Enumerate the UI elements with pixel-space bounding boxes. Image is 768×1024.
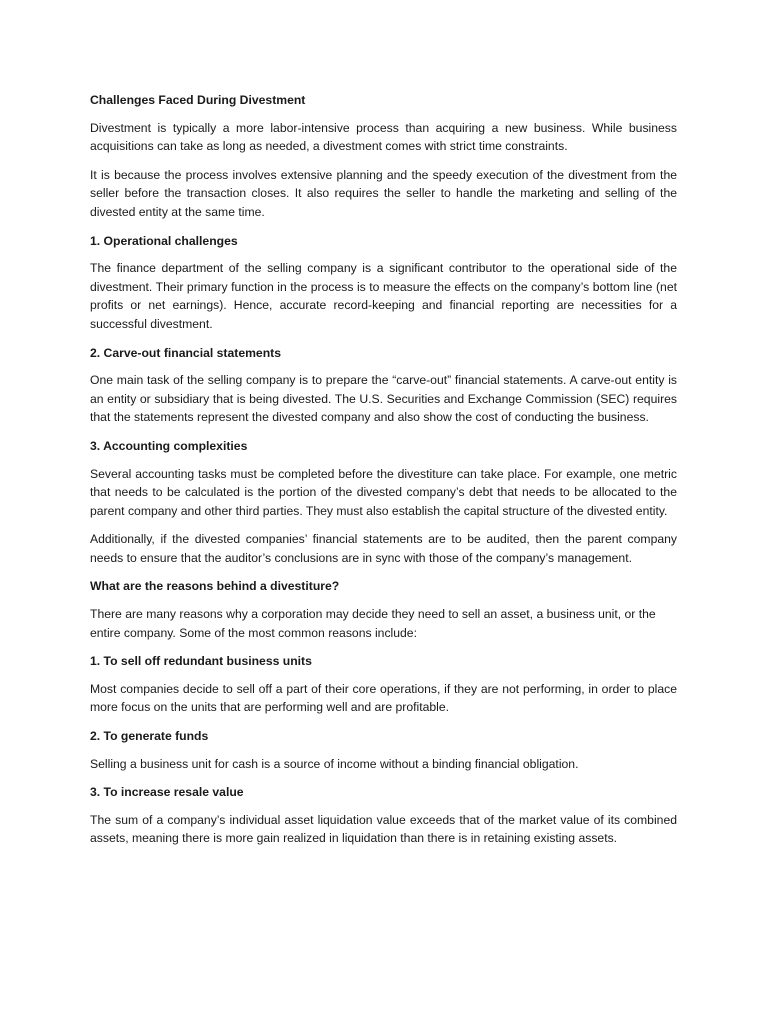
- paragraph: Most companies decide to sell off a part of their core operations, if they are not performing, in order to place more focus on the units that are performing well and are profitable.: [90, 681, 677, 715]
- section-heading: 1. Operational challenges: [90, 233, 238, 248]
- paragraph: One main task of the selling company is to prepare the “carve-out” financial statements. A carve-out entity is an entity or subsidiary that is being divested. The U.S. Securities and Exchange Commission (SEC) requires that the statements represent the divested company and also show the cost of conducting the business.: [90, 373, 677, 425]
- paragraph: There are many reasons why a corporation may decide they need to sell an asset, a business unit, or the entire company. Some of the most common reasons include:: [90, 607, 656, 640]
- section-title: Challenges Faced During Divestment: [90, 93, 306, 107]
- document-page: [90, 91, 677, 858]
- paragraph: Additionally, if the divested companies’ financial statements are to be audited, then the parent company needs to ensure that the auditor’s conclusions are in sync with those of the company’s management.: [90, 532, 677, 565]
- paragraph: Several accounting tasks must be completed before the divestiture can take place. For example, one metric that needs to be calculated is the portion of the divested company’s debt that needs to be allocated to the parent company and other third parties. They must also establish the capital structure of the divested entity.: [90, 466, 677, 518]
- paragraph: The finance department of the selling company is a significant contributor to the operational side of the divestment. Their primary function in the process is to measure the effects on the company’s bottom line (net profits or net earnings). Hence, accurate record-keeping and financial reporting are necessities for a successful divestment.: [90, 261, 677, 331]
- section-heading: 3. To increase resale value: [90, 785, 244, 800]
- section-heading: 2. Carve-out financial statements: [90, 345, 281, 360]
- section-heading: 3. Accounting complexities: [90, 438, 248, 453]
- section-heading: What are the reasons behind a divestiture?: [90, 579, 340, 594]
- paragraph: Selling a business unit for cash is a source of income without a binding financial obligation.: [90, 756, 579, 771]
- section-heading: 1. To sell off redundant business units: [90, 654, 312, 669]
- paragraph: It is because the process involves extensive planning and the speedy execution of the divestment from the seller before the transaction closes. It also requires the seller to handle the marketing and selling of the divested entity at the same time.: [90, 167, 677, 219]
- paragraph: Divestment is typically a more labor-intensive process than acquiring a new business. While business acquisitions can take as long as needed, a divestment comes with strict time constraints.: [90, 120, 677, 154]
- section-heading: 2. To generate funds: [90, 729, 209, 744]
- paragraph: The sum of a company’s individual asset liquidation value exceeds that of the market value of its combined assets, meaning there is more gain realized in liquidation than there is in retaining existing assets.: [90, 812, 677, 846]
